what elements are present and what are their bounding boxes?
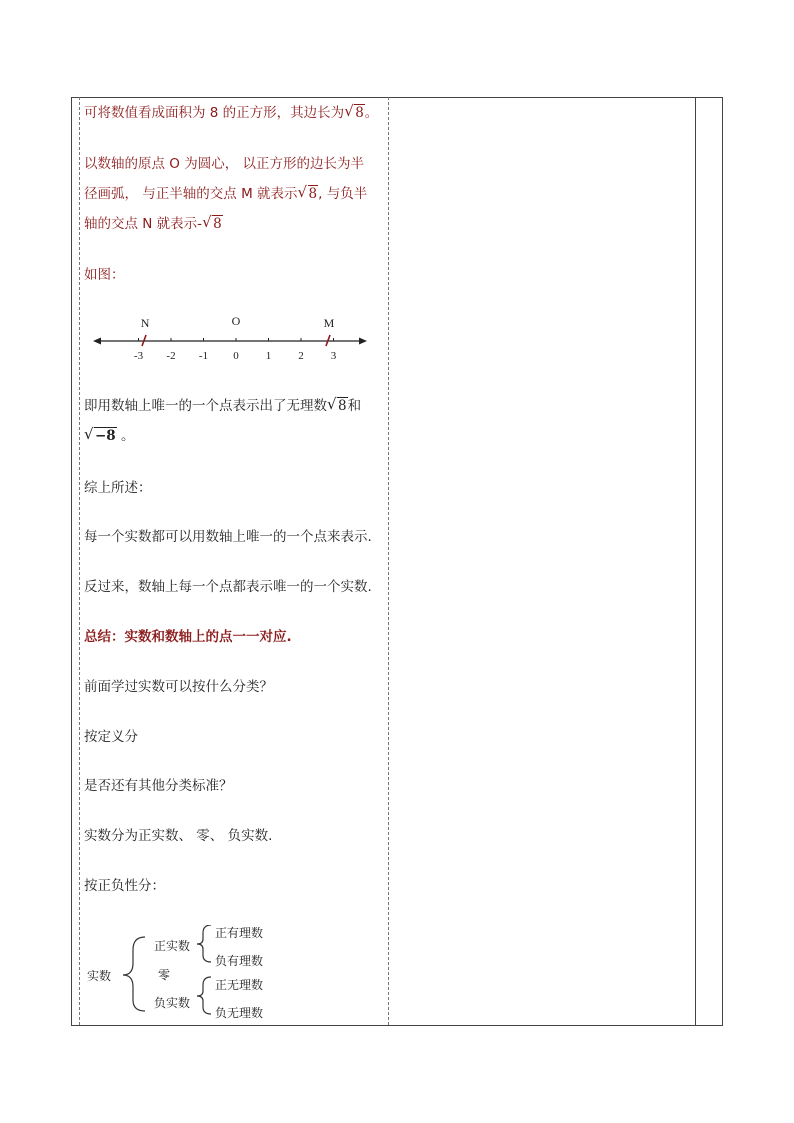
table-inner-divider (695, 97, 696, 1026)
point-label-m: M (323, 316, 335, 330)
tree-pos-irrational: 正无理数 (215, 978, 264, 992)
positive-brace (197, 925, 211, 962)
sqrt-8: √ 8 (345, 103, 365, 123)
root-brace (123, 937, 145, 1011)
text: 即用数轴上唯一的一个点表示出了无理数 (84, 398, 327, 414)
tree-brackets (115, 925, 215, 1025)
table-top-border (71, 97, 723, 98)
number: 8 (209, 105, 219, 121)
summary-label: 综上所述： (84, 480, 152, 496)
text: , 与负半 (318, 186, 368, 202)
tick-label: 1 (265, 350, 272, 362)
negative-brace (197, 977, 211, 1014)
paragraph-arc-line1: 以数轴的原点 O 为圆心， 以正方形的边长为半 (84, 156, 364, 172)
paragraph-irrational (84, 396, 361, 416)
table-left-border (71, 97, 72, 1026)
figure-label: 如图： (84, 267, 125, 283)
answer-one: 按定义分 (84, 729, 138, 745)
point-label-o: O (231, 314, 241, 328)
paragraph-irrational-2 (84, 426, 135, 446)
tick-label: 3 (330, 350, 337, 362)
sqrt-neg-8: √ −8 (85, 426, 117, 446)
sqrt-8: √ 8 (203, 214, 223, 234)
question-two: 是否还有其他分类标准？ (84, 778, 233, 794)
tree-negative: 负实数 (154, 996, 191, 1010)
answer-two: 实数分为正实数、 零、 负实数. (84, 828, 273, 844)
conclusion: 总结：实数和数轴上的点一一对应. (84, 629, 292, 645)
text: 的正方形，其边长为 (218, 105, 345, 121)
table-right-border (722, 97, 723, 1026)
tree-positive: 正实数 (154, 939, 191, 953)
tree-neg-rational: 负有理数 (215, 954, 264, 968)
axis-arrow-left (93, 338, 101, 345)
text: 和 (347, 398, 362, 414)
tick-label: -3 (133, 350, 144, 362)
statement-one: 每一个实数都可以用数轴上唯一的一个点来表示. (84, 529, 372, 545)
tick-label: -2 (166, 350, 176, 362)
statement-two: 反过来，数轴上每一个点都表示唯一的一个实数. (84, 579, 372, 595)
text: 。 (116, 428, 135, 444)
text: 径画弧， 与正半轴的交点 M 就表示 (84, 186, 298, 202)
question-one: 前面学过实数可以按什么分类？ (84, 679, 273, 695)
table-bottom-border (71, 1025, 723, 1026)
tick-label: -1 (198, 350, 209, 362)
paragraph-square-area (84, 103, 378, 123)
paragraph-arc-line2 (84, 184, 367, 204)
tree-neg-irrational: 负无理数 (215, 1006, 264, 1020)
point-label-n: N (140, 316, 150, 330)
number-line-figure (90, 305, 380, 375)
lesson-table (71, 97, 723, 1025)
tick-label: 0 (233, 350, 239, 362)
sqrt-8: √ 8 (299, 184, 319, 204)
tree-pos-rational: 正有理数 (215, 926, 264, 940)
tree-root: 实数 (87, 969, 112, 983)
paragraph-arc-line3 (84, 214, 223, 234)
content-left-guide (79, 97, 80, 1025)
tick-label: 2 (298, 350, 304, 362)
tree-zero: 零 (158, 968, 171, 982)
sqrt-8: √ 8 (328, 396, 348, 416)
text: 。 (364, 105, 379, 121)
axis-arrow-right (359, 338, 367, 345)
content-column-divider (388, 97, 389, 1025)
text: 可将数值看成面积为 (84, 105, 210, 121)
text: 轴的交点 N 就表示- (84, 216, 203, 232)
classify-label: 按正负性分： (84, 878, 165, 894)
